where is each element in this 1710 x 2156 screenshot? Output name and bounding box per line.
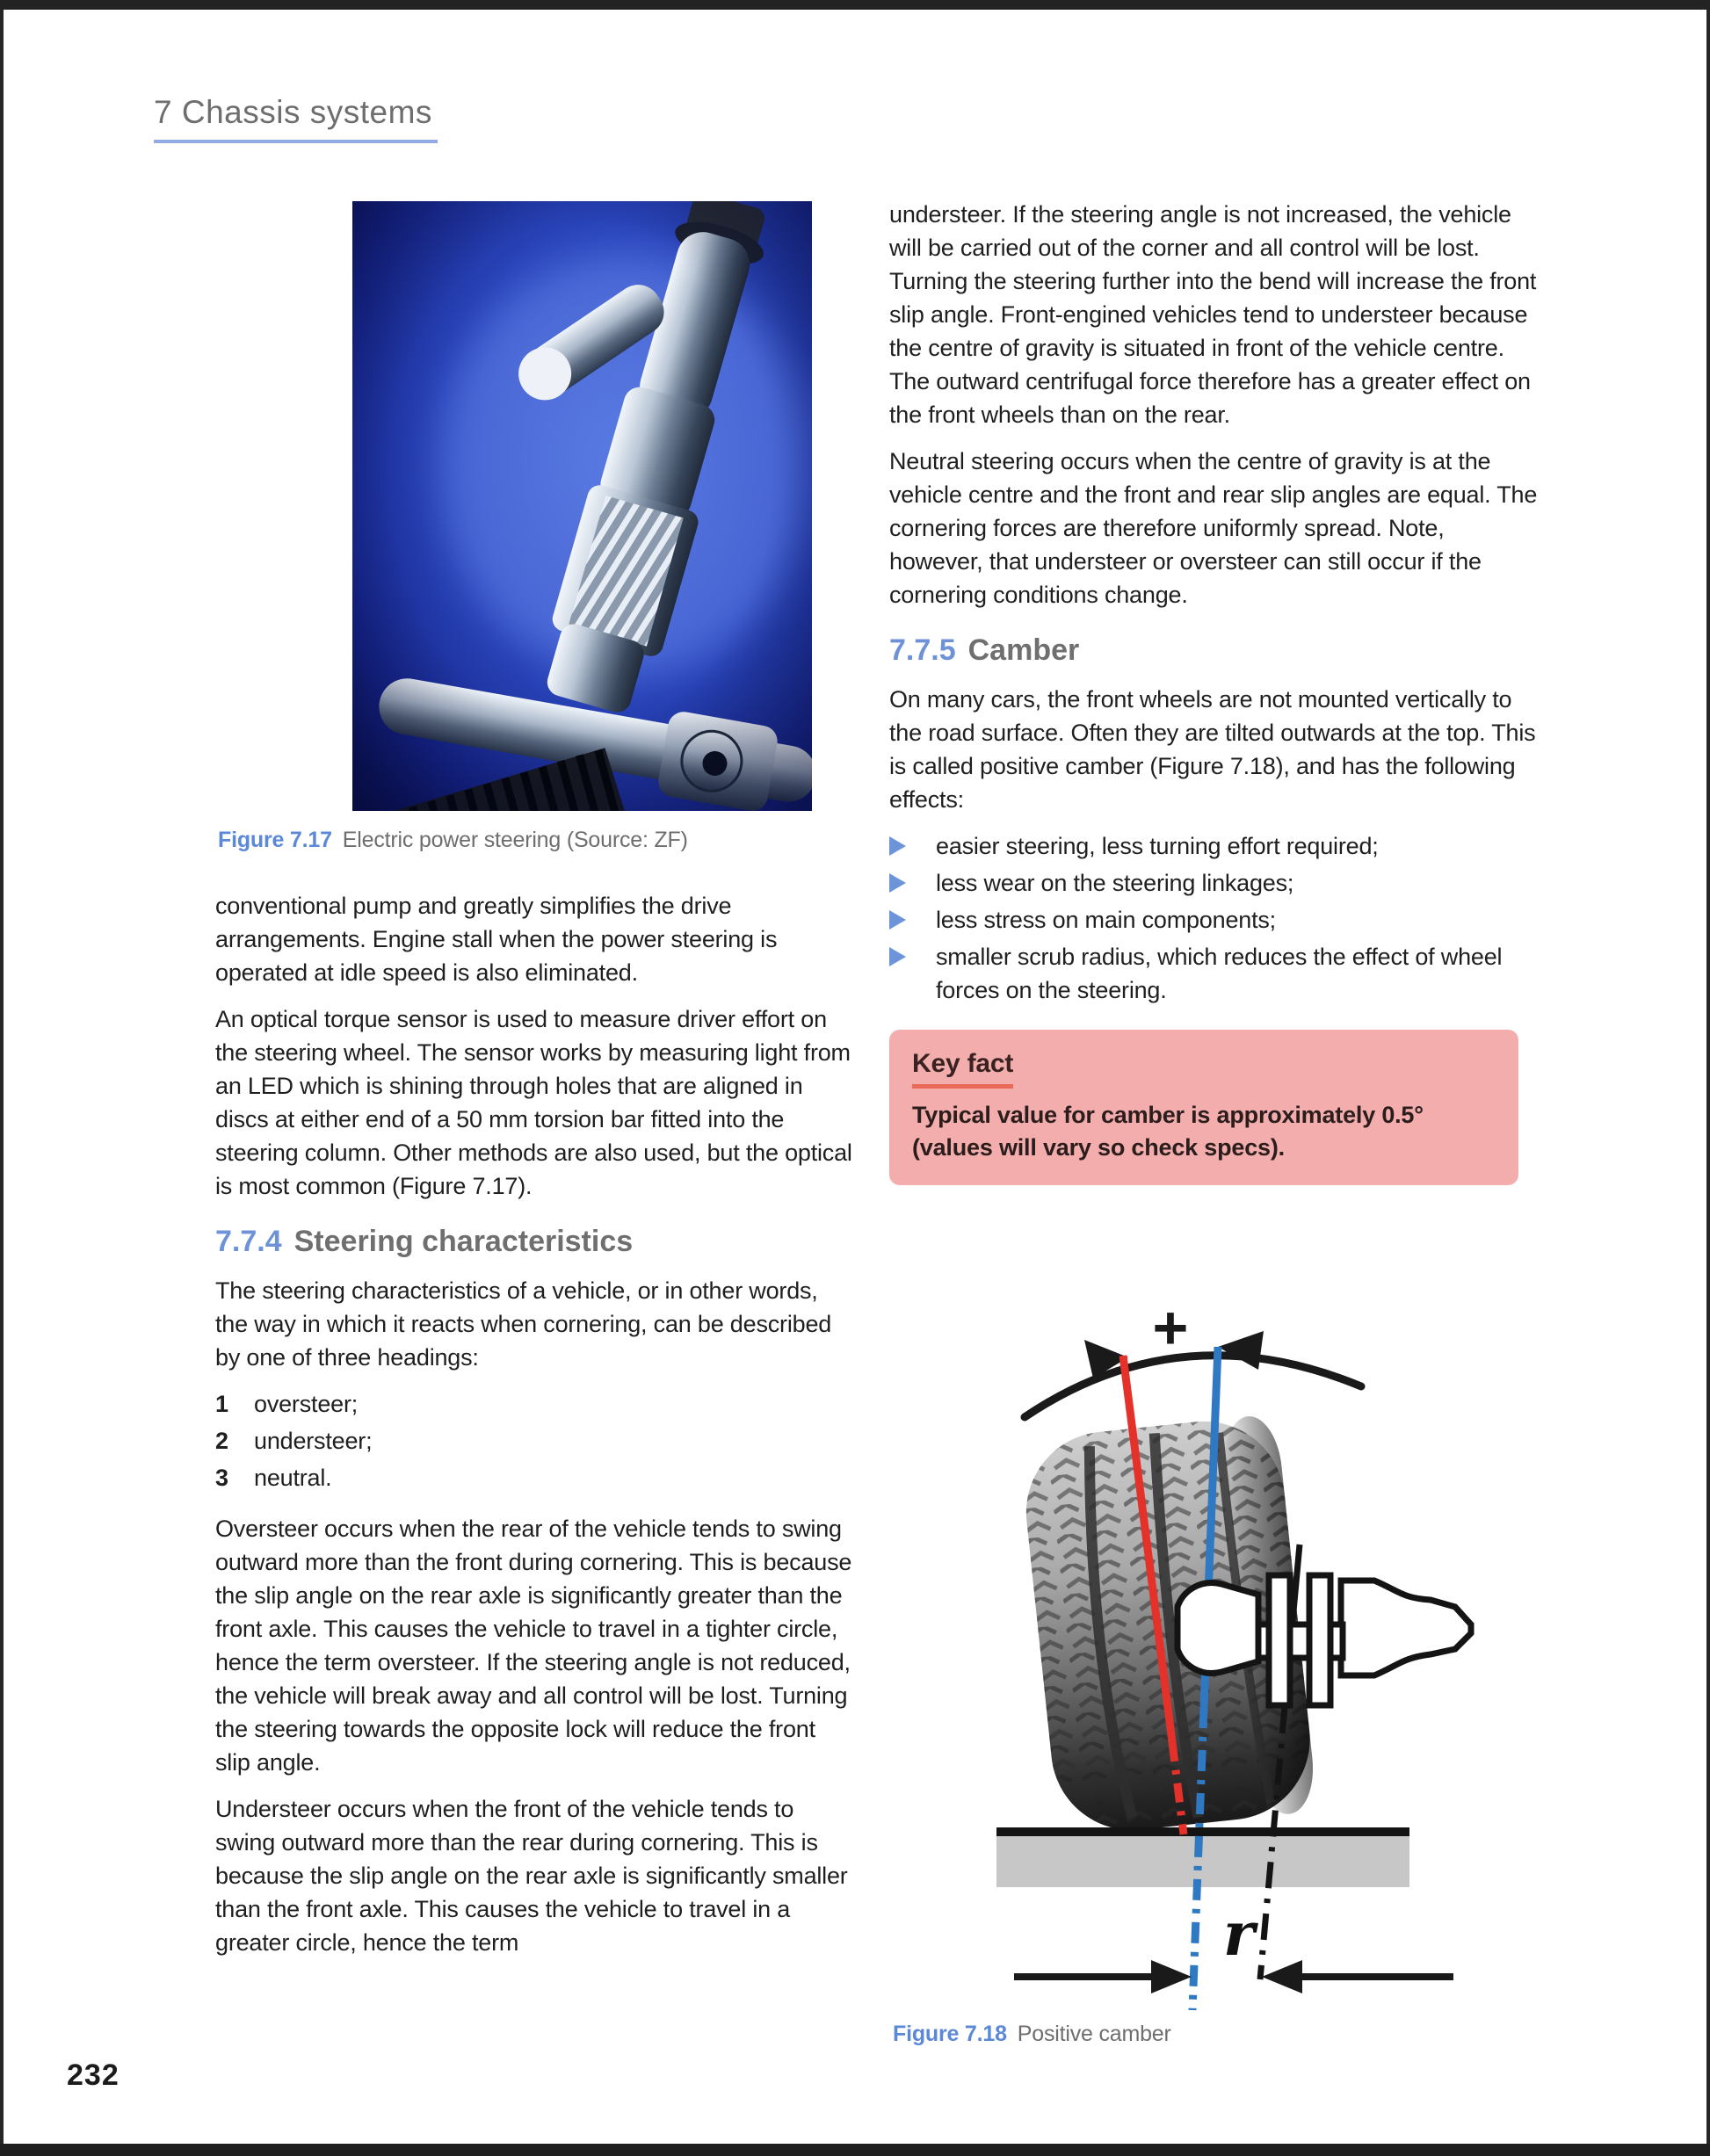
section-title: Camber: [967, 633, 1080, 667]
photo-vignette: [352, 201, 812, 811]
list-item: [215, 1424, 853, 1458]
list-text: oversteer;: [254, 1391, 359, 1417]
scan-frame-bottom: [0, 2144, 1710, 2156]
figure-7-18-caption: [893, 2022, 1508, 2047]
list-number: 2: [215, 1428, 228, 1454]
figure-7-18-caption-text: Positive camber: [1017, 2022, 1171, 2046]
electric-power-steering-photo: [352, 201, 812, 811]
list-item: [215, 1461, 853, 1494]
chapter-header: 7 Chassis systems: [154, 94, 438, 143]
list-text: neutral.: [254, 1465, 332, 1491]
section-number: 7.7.5: [889, 633, 956, 667]
bullet-text: smaller scrub radius, which reduces the effect of wheel forces on the steering.: [936, 944, 1503, 1003]
bullet-text: easier steering, less turning effort required;: [936, 833, 1379, 859]
positive-camber-diagram: [961, 1285, 1541, 2023]
textbook-page: [4, 10, 1706, 2144]
positive-camber-plus-label: +: [1152, 1293, 1189, 1362]
right-column: [889, 198, 1541, 1185]
bullet-item: [889, 866, 1541, 900]
camber-angle-arc: [1025, 1331, 1361, 1417]
dimension-arrow-right-pointing: [1151, 1960, 1192, 1993]
scrub-radius-r-label: r: [1223, 1899, 1255, 1970]
bullet-item: [889, 940, 1541, 1007]
list-number: 1: [215, 1391, 228, 1417]
bullet-arrow-icon: [889, 947, 936, 966]
section-heading-7-7-5: [889, 633, 1541, 668]
page-number: 232: [67, 2058, 120, 2092]
bullet-arrow-icon: [889, 873, 936, 893]
section-title: Steering characteristics: [293, 1225, 634, 1258]
camber-effects-list: [889, 829, 1541, 1007]
road-surface: [996, 1827, 1409, 1887]
bullet-item: [889, 829, 1541, 863]
list-number: 3: [215, 1465, 228, 1491]
paragraph: Understeer occurs when the front of the vehicle tends to swing outward more than the rear during cornering. This is because the slip angle on the rear axle is significantly smaller than the front axle. This causes the vehicle to travel in a greater circle, hence the term: [215, 1796, 848, 1956]
bullet-arrow-icon: [889, 836, 936, 856]
key-fact-text: Typical value for camber is approximately 0.5° (values will vary so check specs).: [912, 1102, 1424, 1161]
key-fact-box: [889, 1030, 1518, 1185]
figure-7-17-caption: [218, 828, 833, 853]
figure-7-17-photo: [352, 201, 812, 811]
list-item: [215, 1387, 853, 1421]
dimension-arrow-left-pointing: [1262, 1960, 1302, 1993]
paragraph: The steering characteristics of a vehicle, or in other words, the way in which it reacts when cornering, can be described by one of three headings:: [215, 1277, 832, 1371]
list-text: understeer;: [254, 1428, 373, 1454]
steering-headings-list: [215, 1387, 853, 1494]
arc-arrowhead-right: [1218, 1331, 1264, 1370]
section-number: 7.7.4: [215, 1225, 282, 1258]
paragraph: understeer. If the steering angle is not increased, the vehicle will be carried out of the corner and all control will be lost. Turning the steering further into the bend will increase the front slip angle. Front-engined vehicles tend to understeer because the centre of gravity is situated in front of the vehicle centre. The outward centrifugal force therefore has a greater effect on the front wheels than on the rear.: [889, 201, 1537, 428]
key-fact-title: Key fact: [912, 1047, 1013, 1089]
section-heading-7-7-4: [215, 1224, 853, 1259]
figure-7-18-diagram: [961, 1285, 1541, 2023]
bullet-text: less stress on main components;: [936, 907, 1276, 933]
bullet-item: [889, 903, 1541, 937]
figure-7-17-caption-text: Electric power steering (Source: ZF): [342, 828, 688, 852]
paragraph: conventional pump and greatly simplifies the drive arrangements. Engine stall when the power steering is operated at idle speed is also eliminated.: [215, 893, 778, 986]
scan-frame-top: [0, 0, 1710, 10]
figure-7-17-label: Figure 7.17: [218, 828, 332, 852]
left-column: [215, 889, 853, 1972]
figure-7-18-label: Figure 7.18: [893, 2022, 1007, 2046]
bullet-text: less wear on the steering linkages;: [936, 870, 1294, 896]
paragraph: Oversteer occurs when the rear of the vehicle tends to swing outward more than the front during cornering. This is because the slip angle on the rear axle is significantly greater than the front axle. This causes the vehicle to travel in a tighter circle, hence the term oversteer. If the steering angle is not reduced, the vehicle will break away and all control will be lost. Turning the steering towards the opposite lock will reduce the front slip angle.: [215, 1516, 852, 1776]
bullet-arrow-icon: [889, 910, 936, 930]
paragraph: Neutral steering occurs when the centre of gravity is at the vehicle centre and the front and rear slip angles are equal. The cornering forces are therefore uniformly spread. Note, however, that understeer or oversteer can still occur if the cornering conditions change.: [889, 448, 1538, 608]
paragraph: An optical torque sensor is used to measure driver effort on the steering wheel. The sensor works by measuring light from an LED which is shining through holes that are aligned in discs at either end of a 50 mm torsion bar fitted into the steering column. Other methods are also used, but the optical is most common (Figure 7.17).: [215, 1006, 852, 1199]
paragraph: On many cars, the front wheels are not mounted vertically to the road surface. Often they are tilted outwards at the top. This is called positive camber (Figure 7.18), and has the following effects:: [889, 686, 1536, 813]
